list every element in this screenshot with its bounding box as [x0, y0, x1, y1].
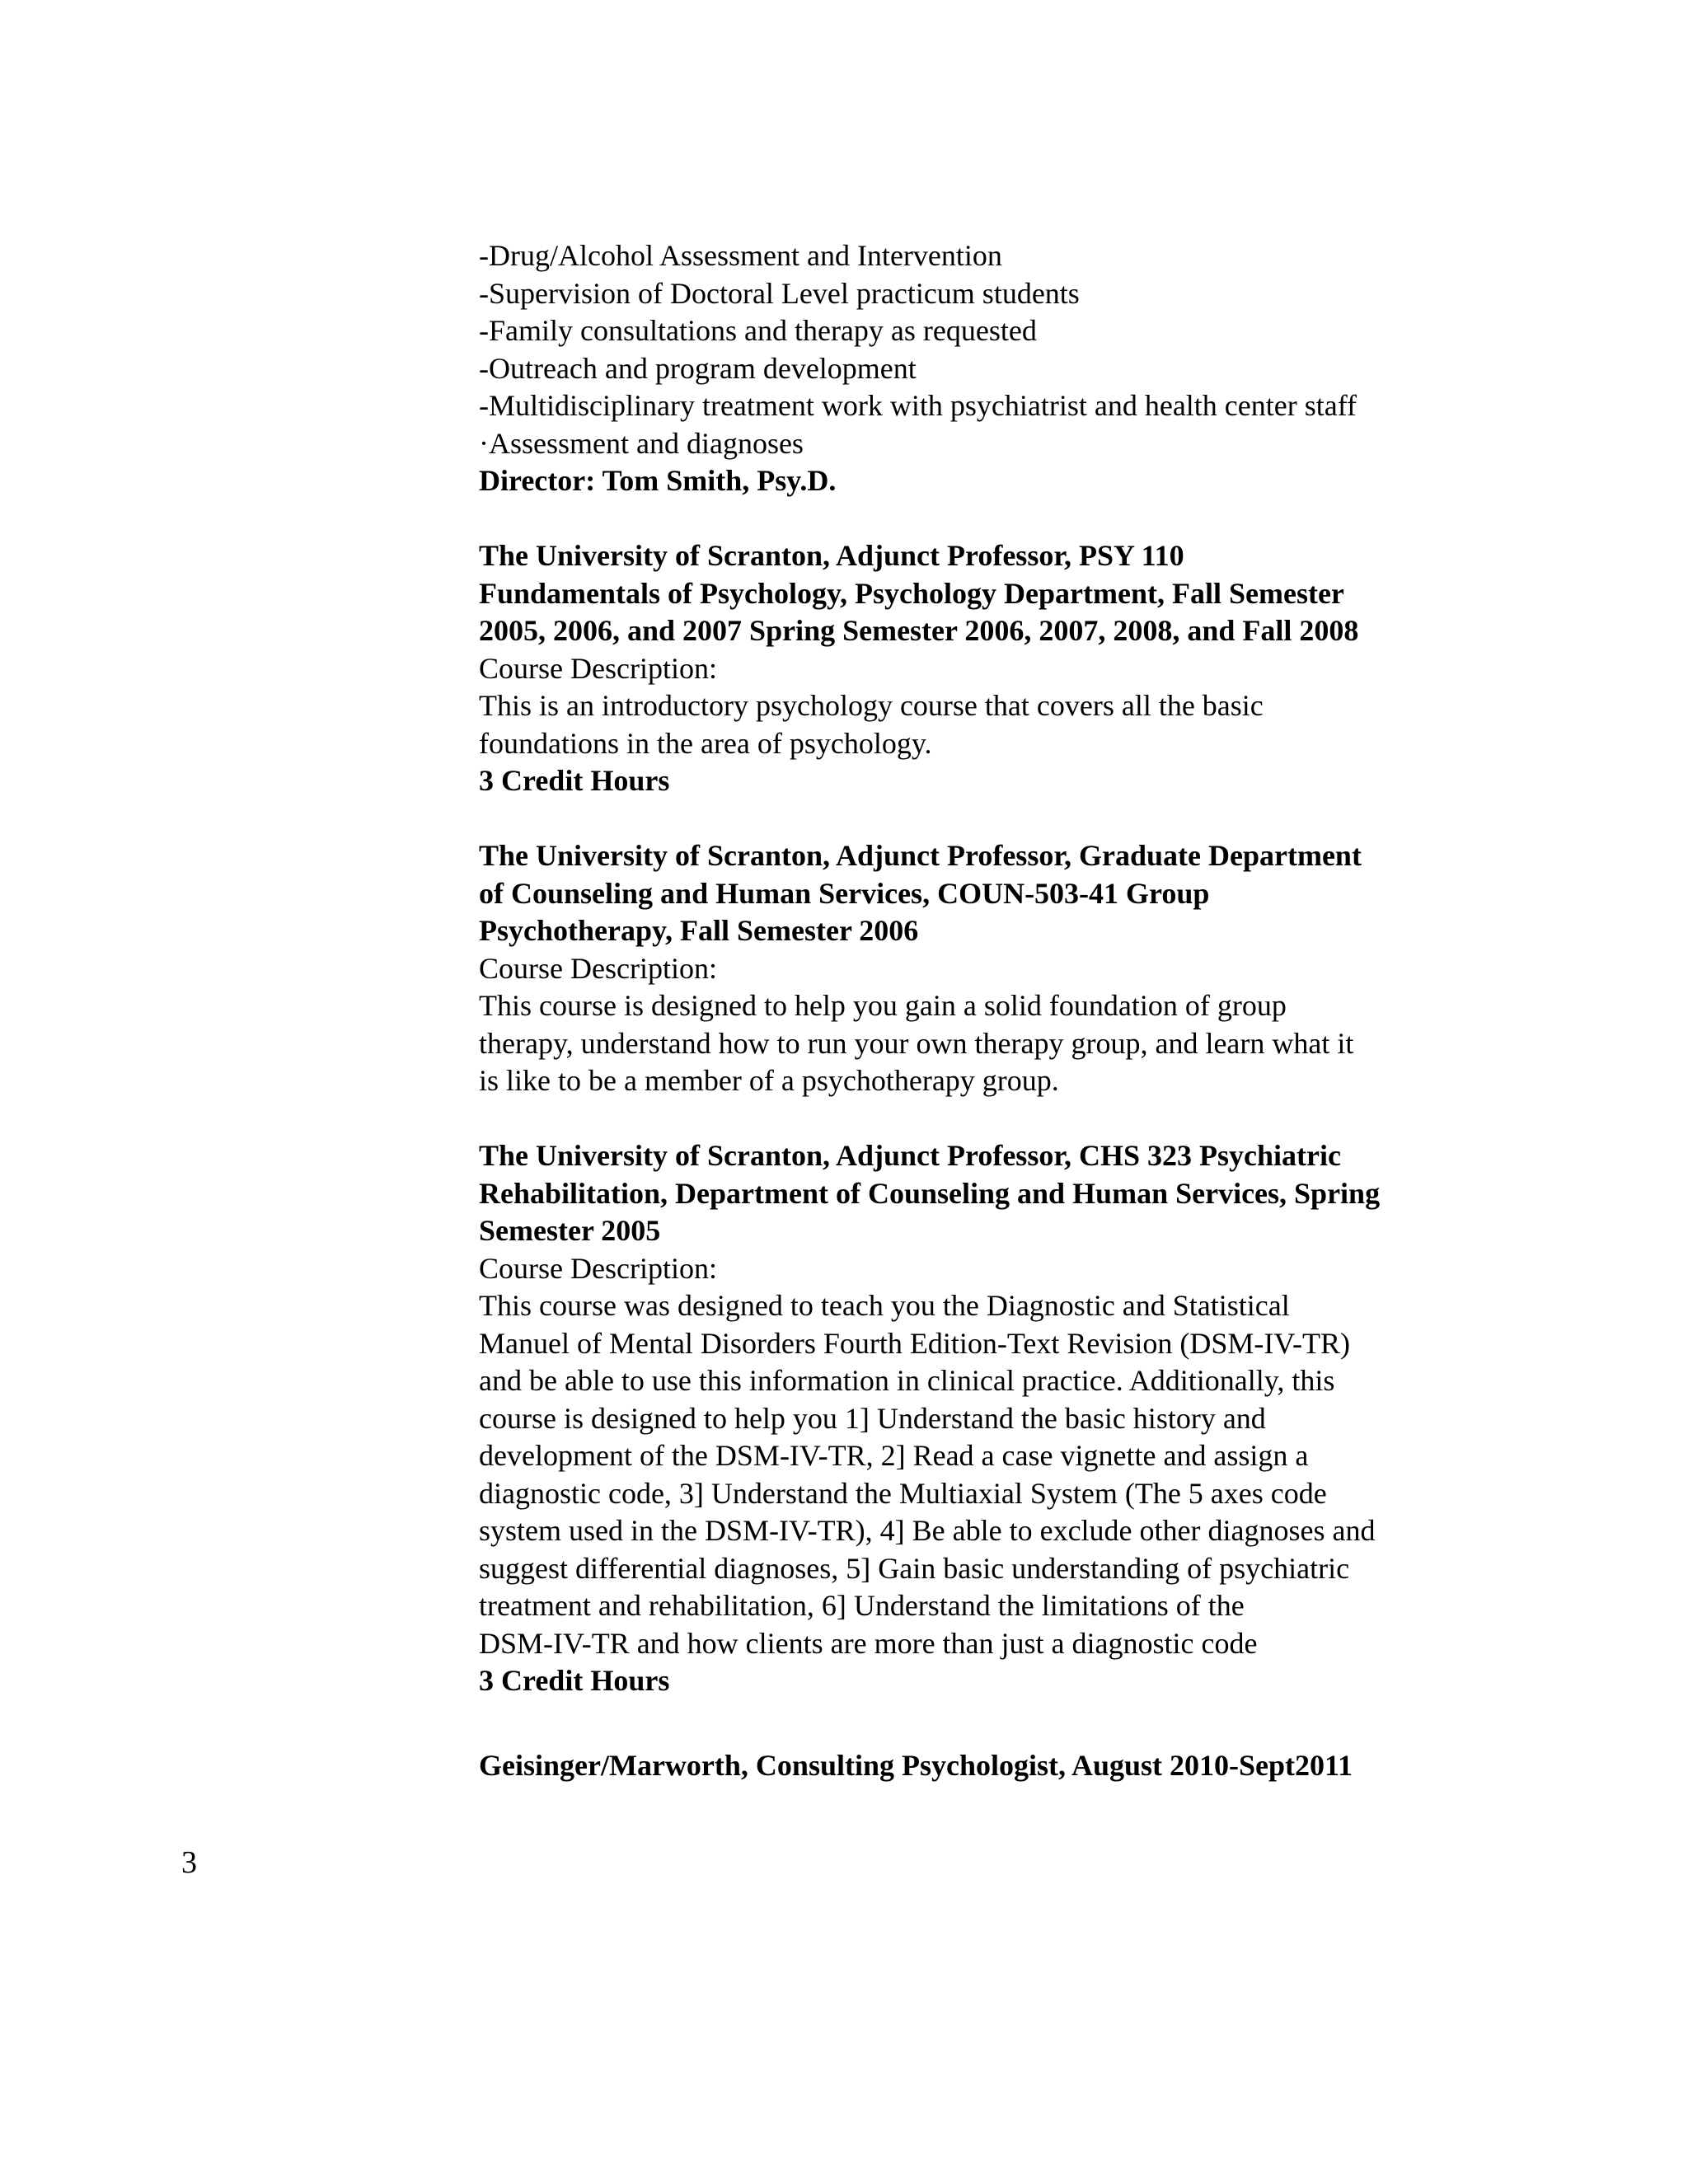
course-description-label: Course Description: [479, 651, 717, 685]
credit-hours: 3 Credit Hours [479, 1664, 670, 1697]
section-psy110 [479, 537, 1501, 800]
course-description-line: DSM-IV-TR and how clients are more than just a diagnostic code [479, 1626, 1258, 1660]
spacer [479, 1100, 1501, 1138]
section-heading-line: Semester 2005 [479, 1214, 661, 1247]
page-number: 3 [181, 1845, 197, 1880]
section-heading-line: The University of Scranton, Adjunct Professor, CHS 323 Psychiatric [479, 1139, 1341, 1172]
course-description-line: suggest differential diagnoses, 5] Gain basic understanding of psychiatric [479, 1551, 1350, 1585]
duty-item: -Drug/Alcohol Assessment and Intervention [479, 239, 1002, 272]
duty-item: ·Assessment and diagnoses [479, 426, 804, 460]
course-description-line: therapy, understand how to run your own therapy group, and learn what it [479, 1026, 1354, 1060]
duty-item: -Family consultations and therapy as requested [479, 314, 1037, 347]
course-description-label: Course Description: [479, 951, 717, 985]
page-content [479, 237, 1501, 1784]
credit-hours: 3 Credit Hours [479, 764, 670, 797]
section-heading-line: The University of Scranton, Adjunct Professor, Graduate Department [479, 839, 1362, 872]
section-heading-line: Fundamentals of Psychology, Psychology Department, Fall Semester [479, 576, 1344, 610]
course-description-label: Course Description: [479, 1251, 717, 1285]
section-heading-line: The University of Scranton, Adjunct Professor, PSY 110 [479, 539, 1184, 572]
course-description-line: is like to be a member of a psychotherapy group. [479, 1064, 1059, 1097]
course-description-line: system used in the DSM-IV-TR), 4] Be able to exclude other diagnoses and [479, 1514, 1376, 1547]
section-chs323 [479, 1137, 1501, 1700]
course-description-line: Manuel of Mental Disorders Fourth Edition-Text Revision (DSM-IV-TR) [479, 1326, 1351, 1360]
course-description-line: This is an introductory psychology course that covers all the basic [479, 689, 1264, 722]
section-heading-line: 2005, 2006, and 2007 Spring Semester 2006, 2007, 2008, and Fall 2008 [479, 614, 1359, 647]
section-coun503 [479, 837, 1501, 1100]
spacer [479, 500, 1501, 538]
duty-item: -Multidisciplinary treatment work with psychiatrist and health center staff [479, 389, 1357, 422]
course-description-line: development of the DSM-IV-TR, 2] Read a case vignette and assign a [479, 1439, 1309, 1472]
section-heading-line: Rehabilitation, Department of Counseling and Human Services, Spring [479, 1176, 1381, 1210]
course-description-line: foundations in the area of psychology. [479, 726, 932, 760]
course-description-line: diagnostic code, 3] Understand the Multiaxial System (The 5 axes code [479, 1476, 1327, 1510]
final-heading: Geisinger/Marworth, Consulting Psychologist, August 2010-Sept2011 [479, 1748, 1353, 1782]
section-heading-line: Psychotherapy, Fall Semester 2006 [479, 914, 919, 947]
course-description-line: This course was designed to teach you the Diagnostic and Statistical [479, 1289, 1290, 1322]
section-heading-line: of Counseling and Human Services, COUN-503-41 Group [479, 876, 1210, 910]
director-line: Director: Tom Smith, Psy.D. [479, 464, 837, 497]
duty-item: -Outreach and program development [479, 351, 917, 385]
duty-item: -Supervision of Doctoral Level practicum students [479, 276, 1080, 310]
course-description-line: treatment and rehabilitation, 6] Understand the limitations of the [479, 1589, 1245, 1622]
duties-list [479, 237, 1501, 462]
spacer [479, 1700, 1501, 1747]
course-description-line: This course is designed to help you gain a solid foundation of group [479, 989, 1287, 1022]
spacer [479, 800, 1501, 838]
course-description-line: course is designed to help you 1] Understand the basic history and [479, 1401, 1266, 1435]
course-description-line: and be able to use this information in clinical practice. Additionally, this [479, 1364, 1335, 1397]
